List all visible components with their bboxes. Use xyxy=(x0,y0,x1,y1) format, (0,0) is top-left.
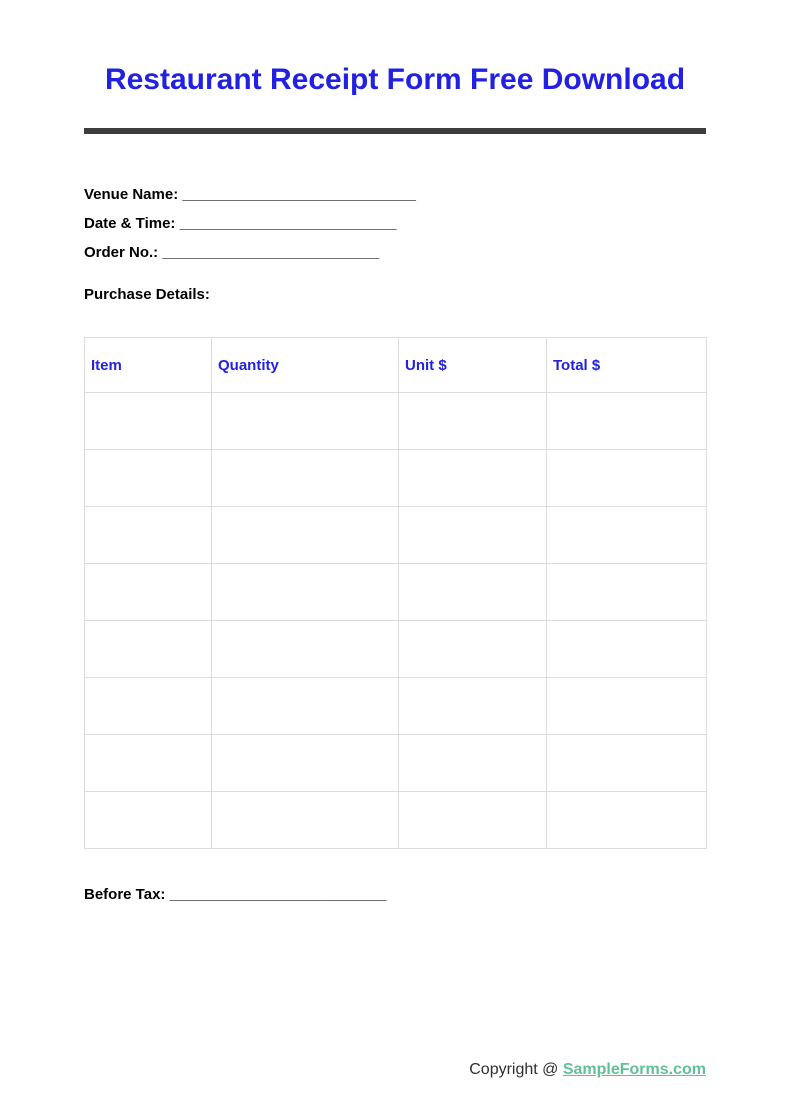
column-header-quantity: Quantity xyxy=(212,338,399,393)
field-order-no xyxy=(84,238,706,267)
page-title: Restaurant Receipt Form Free Download xyxy=(104,63,686,96)
table-cell xyxy=(547,792,707,849)
table-row xyxy=(85,450,707,507)
before-tax-field xyxy=(84,880,706,909)
table-cell xyxy=(547,621,707,678)
form-fields xyxy=(84,180,706,267)
field-label: Before Tax: xyxy=(84,886,166,903)
column-header-total: Total $ xyxy=(547,338,707,393)
table-cell xyxy=(399,792,547,849)
table-row xyxy=(85,621,707,678)
title-divider xyxy=(84,128,706,134)
table-cell xyxy=(212,507,399,564)
sampleforms-link[interactable]: SampleForms.com xyxy=(562,1061,706,1078)
purchase-details-table xyxy=(84,337,707,849)
table-cell xyxy=(212,393,399,450)
column-header-unit: Unit $ xyxy=(399,338,547,393)
table-cell xyxy=(547,507,707,564)
table-cell xyxy=(399,735,547,792)
table-cell xyxy=(547,678,707,735)
column-header-item: Item xyxy=(85,338,212,393)
field-label: Date & Time: xyxy=(84,215,176,232)
table-cell xyxy=(399,678,547,735)
table-cell xyxy=(399,621,547,678)
table-cell xyxy=(399,393,547,450)
table-cell xyxy=(212,792,399,849)
table-cell xyxy=(399,450,547,507)
table-row xyxy=(85,678,707,735)
table-cell xyxy=(85,393,212,450)
field-blank-line: ____________________________ xyxy=(182,186,416,203)
table-cell xyxy=(399,507,547,564)
table-cell xyxy=(212,621,399,678)
table-cell xyxy=(85,507,212,564)
table-cell xyxy=(85,564,212,621)
table-cell xyxy=(399,564,547,621)
table-cell xyxy=(85,450,212,507)
table-cell xyxy=(85,792,212,849)
table-cell xyxy=(212,735,399,792)
table-header-row xyxy=(85,338,707,393)
purchase-details-heading: Purchase Details: xyxy=(84,286,210,303)
field-venue-name xyxy=(84,180,706,209)
table-row xyxy=(85,507,707,564)
table-cell xyxy=(547,564,707,621)
table-cell xyxy=(547,393,707,450)
copyright-text: Copyright @ xyxy=(469,1061,563,1078)
table-cell xyxy=(212,678,399,735)
table-row xyxy=(85,393,707,450)
table-row xyxy=(85,735,707,792)
field-date-time xyxy=(84,209,706,238)
field-blank-line: __________________________ xyxy=(179,215,397,232)
field-blank-line: __________________________ xyxy=(162,244,380,261)
table-cell xyxy=(85,735,212,792)
field-label: Venue Name: xyxy=(84,186,179,203)
footer xyxy=(469,1061,706,1079)
table-cell xyxy=(212,450,399,507)
table-row xyxy=(85,564,707,621)
table-cell xyxy=(85,678,212,735)
table-cell xyxy=(85,621,212,678)
table-cell xyxy=(547,735,707,792)
document-page xyxy=(0,62,796,1101)
field-blank-line: __________________________ xyxy=(169,886,387,903)
table-cell xyxy=(547,450,707,507)
table-cell xyxy=(212,564,399,621)
field-label: Order No.: xyxy=(84,244,159,261)
table-row xyxy=(85,792,707,849)
